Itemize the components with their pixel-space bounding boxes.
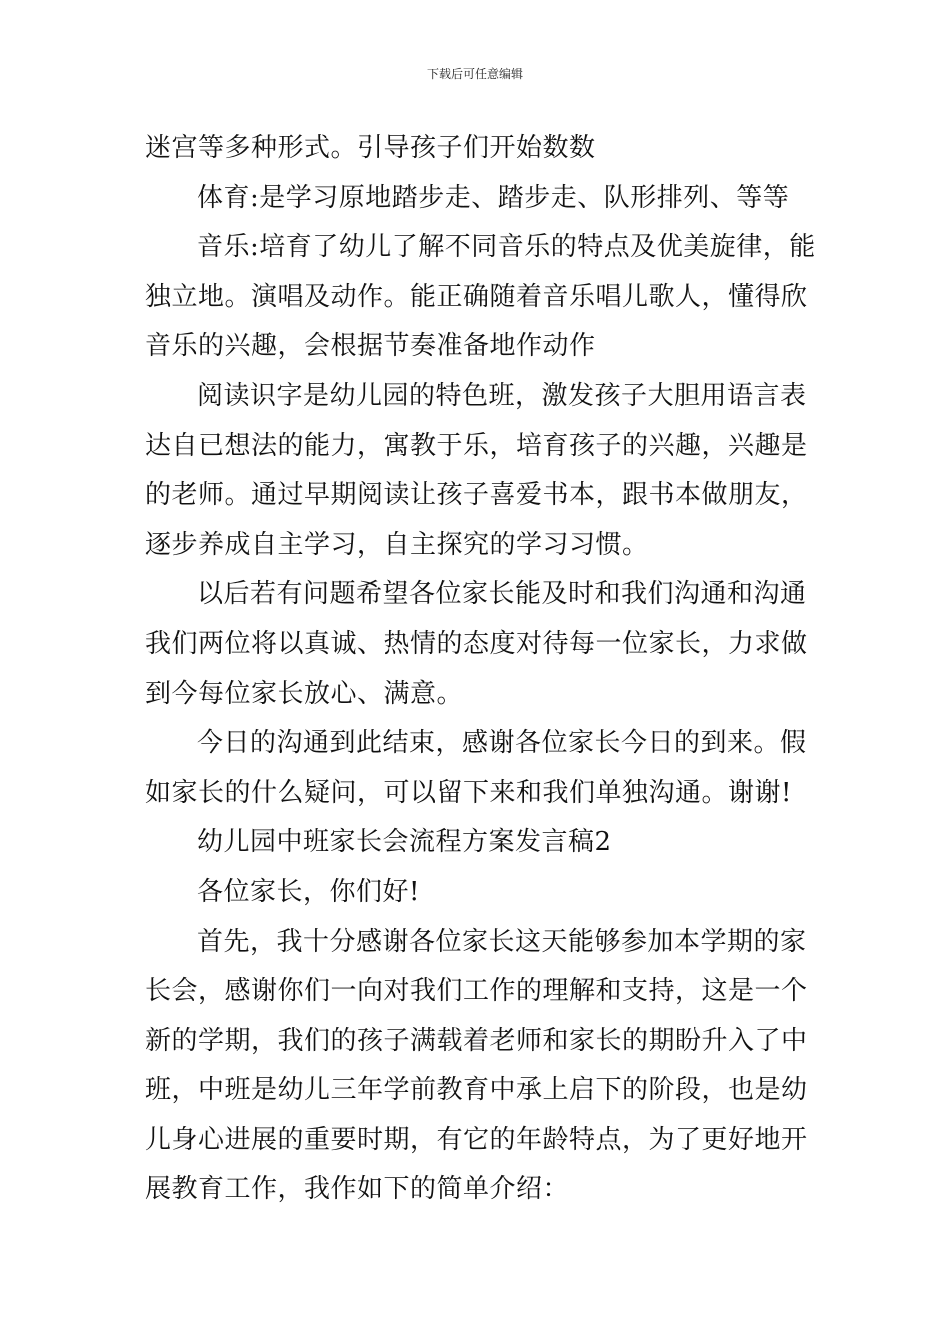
paragraph	[145, 223, 816, 372]
text-line: 音乐的兴趣，会根据节奏准备地作动作	[145, 331, 596, 362]
paragraph	[145, 868, 810, 918]
text-line: 长会，感谢你们一向对我们工作的理解和支持，这是一个	[145, 976, 808, 1007]
paragraph	[145, 174, 810, 224]
text-line: 新的学期，我们的孩子满载着老师和家长的期盼升入了中	[145, 1025, 808, 1056]
page-header	[0, 66, 950, 82]
text-line: 首先，我十分感谢各位家长这天能够参加本学期的家	[197, 926, 807, 957]
text-line: 体育:是学习原地踏步走、踏步走、队形排列、等等	[197, 182, 790, 213]
document-body	[145, 124, 816, 1215]
header-note: 下载后可任意编辑	[426, 67, 523, 81]
text-line: 我们两位将以真诚、热情的态度对待每一位家长，力求做	[145, 628, 808, 659]
text-line: 儿身心进展的重要时期，有它的年龄特点，为了更好地开	[145, 1124, 808, 1155]
paragraph	[145, 124, 810, 174]
text-line: 今日的沟通到此结束，感谢各位家长今日的到来。假	[197, 728, 807, 759]
paragraph	[145, 570, 810, 719]
text-line: 逐步养成自主学习，自主探究的学习习惯。	[145, 529, 649, 560]
text-line: 展教育工作，我作如下的简单介绍：	[145, 1174, 570, 1205]
section-title	[145, 818, 810, 868]
paragraph	[145, 719, 810, 818]
text-line: 到今每位家长放心、满意。	[145, 678, 464, 709]
text-line: 独立地。演唱及动作。能正确随着音乐唱儿歌人，懂得欣	[145, 281, 808, 312]
text-line: 如家长的什么疑问，可以留下来和我们单独沟通。谢谢!	[145, 777, 792, 808]
paragraph	[145, 918, 810, 1216]
text-line: 阅读识字是幼儿园的特色班，激发孩子大胆用语言表	[197, 380, 807, 411]
text-line: 达自已想法的能力，寓教于乐，培育孩子的兴趣，兴趣是	[145, 430, 808, 461]
paragraph	[145, 372, 810, 570]
text-line: 的老师。通过早期阅读让孩子喜爱书本，跟书本做朋友，	[145, 480, 808, 511]
text-line: 以后若有问题希望各位家长能及时和我们沟通和沟通	[197, 579, 807, 610]
text-line: 幼儿园中班家长会流程方案发言稿2	[197, 827, 612, 858]
text-line: 班，中班是幼儿三年学前教育中承上启下的阶段，也是幼	[145, 1075, 808, 1106]
text-line: 音乐:培育了幼儿了解不同音乐的特点及优美旋律，能	[197, 232, 816, 263]
text-line: 各位家长，你们好!	[197, 876, 420, 907]
text-line: 迷宫等多种形式。引导孩子们开始数数	[145, 133, 596, 163]
